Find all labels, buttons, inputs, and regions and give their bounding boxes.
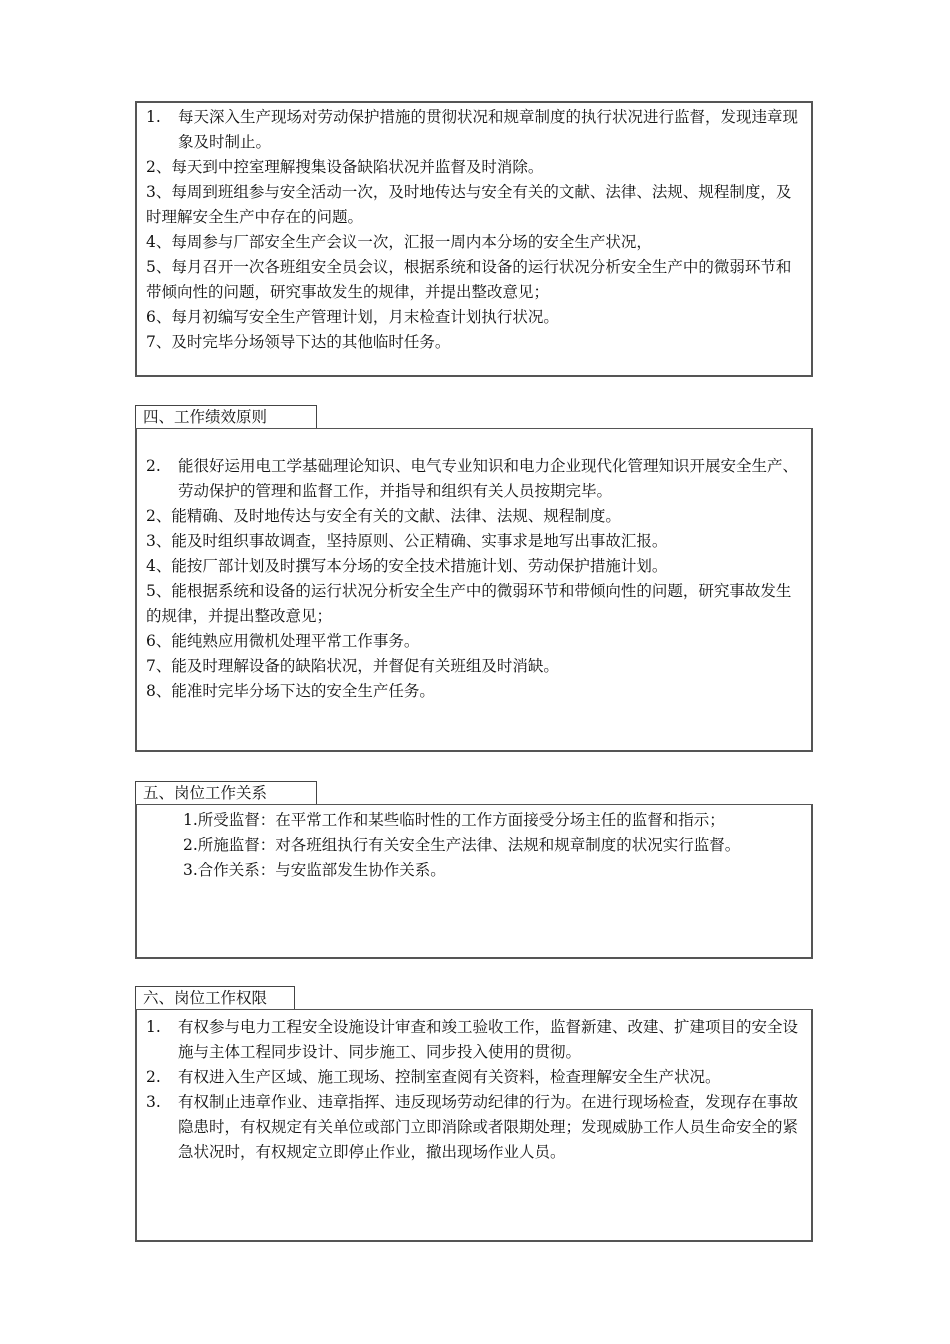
list-item: 3、能及时组织事故调查，坚持原则、公正精确、实事求是地写出事故汇报。 bbox=[146, 532, 668, 550]
section-6-title: 六、岗位工作权限 bbox=[135, 986, 295, 1009]
list-item bbox=[146, 1015, 806, 1065]
list-item: 6、能纯熟应用微机处理平常工作事务。 bbox=[146, 632, 420, 650]
section-4-title: 四、工作绩效原则 bbox=[135, 405, 317, 428]
list-item: 7、及时完毕分场领导下达的其他临时任务。 bbox=[146, 333, 451, 351]
list-item: 2.所施监督：对各班组执行有关安全生产法律、法规和规章制度的状况实行监督。 bbox=[183, 836, 741, 854]
list-item: 1.所受监督：在平常工作和某些临时性的工作方面接受分场主任的监督和指示； bbox=[183, 811, 725, 829]
list-item bbox=[146, 454, 806, 504]
section-6-content bbox=[146, 1015, 806, 1165]
list-item: 2、每天到中控室理解搜集设备缺陷状况并监督及时消除。 bbox=[146, 158, 544, 176]
list-item: 3、每周到班组参与安全活动一次，及时地传达与安全有关的文献、法律、法规、规程制度，及时理解安全生产中存在的问题。 bbox=[146, 183, 792, 226]
item-text: 每天深入生产现场对劳动保护措施的贯彻状况和规章制度的执行状况进行监督，发现违章现象及时制止。 bbox=[178, 108, 799, 151]
section-5-title: 五、岗位工作关系 bbox=[135, 781, 317, 804]
section-5-box bbox=[135, 804, 813, 959]
list-item: 6、每月初编写安全生产管理计划，月末检查计划执行状况。 bbox=[146, 308, 559, 326]
list-item: 3.合作关系：与安监部发生协作关系。 bbox=[183, 861, 446, 879]
section-4-box bbox=[135, 428, 813, 752]
section-6-box bbox=[135, 1009, 813, 1242]
item-number: 1. bbox=[146, 1018, 161, 1036]
list-item: 5、每月召开一次各班组安全员会议，根据系统和设备的运行状况分析安全生产中的微弱环节和带倾向性的问题，研究事故发生的规律，并提出整改意见； bbox=[146, 258, 792, 301]
item-number: 1. bbox=[146, 108, 161, 126]
list-item: 7、能及时理解设备的缺陷状况，并督促有关班组及时消缺。 bbox=[146, 657, 559, 675]
item-text: 有权制止违章作业、违章指挥、违反现场劳动纪律的行为。在进行现场检查，发现存在事故隐患时，有权规定有关单位或部门立即消除或者限期处理；发现威胁工作人员生命安全的紧急状况时，有权规定立即停止作业，撤出现场作业人员。 bbox=[178, 1093, 799, 1161]
item-number: 3. bbox=[146, 1093, 161, 1111]
section-5-content bbox=[146, 808, 806, 883]
list-item: 2、能精确、及时地传达与安全有关的文献、法律、法规、规程制度。 bbox=[146, 507, 621, 525]
section-4-content bbox=[146, 454, 806, 704]
list-item: 4、能按厂部计划及时撰写本分场的安全技术措施计划、劳动保护措施计划。 bbox=[146, 557, 668, 575]
list-item bbox=[146, 105, 806, 155]
section-3-box bbox=[135, 101, 813, 377]
item-text: 有权参与电力工程安全设施设计审查和竣工验收工作，监督新建、改建、扩建项目的安全设施与主体工程同步设计、同步施工、同步投入使用的贯彻。 bbox=[178, 1018, 799, 1061]
list-item: 4、每周参与厂部安全生产会议一次，汇报一周内本分场的安全生产状况， bbox=[146, 233, 652, 251]
list-item: 8、能准时完毕分场下达的安全生产任务。 bbox=[146, 682, 435, 700]
item-text: 有权进入生产区域、施工现场、控制室查阅有关资料，检查理解安全生产状况。 bbox=[178, 1068, 721, 1086]
list-item bbox=[146, 1090, 806, 1165]
section-3-content bbox=[146, 105, 806, 355]
item-text: 能很好运用电工学基础理论知识、电气专业知识和电力企业现代化管理知识开展安全生产、劳动保护的管理和监督工作，并指导和组织有关人员按期完毕。 bbox=[178, 457, 799, 500]
list-item bbox=[146, 1065, 806, 1090]
item-number: 2. bbox=[146, 457, 161, 475]
item-number: 2. bbox=[146, 1068, 161, 1086]
list-item: 5、能根据系统和设备的运行状况分析安全生产中的微弱环节和带倾向性的问题，研究事故发生的规律，并提出整改意见； bbox=[146, 582, 792, 625]
